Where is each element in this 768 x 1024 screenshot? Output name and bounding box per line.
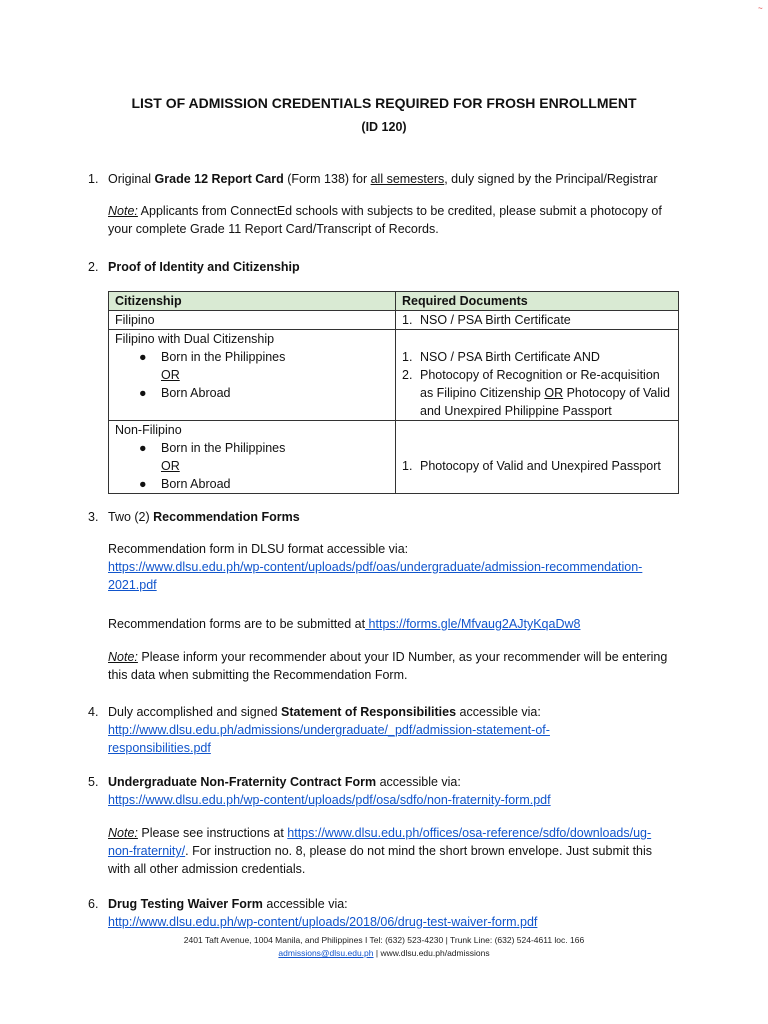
- documents-cell: 1. NSO / PSA Birth Certificate: [396, 311, 679, 330]
- citizenship-table: [108, 291, 679, 494]
- citizenship-cell: Filipino with Dual Citizenship ● Born in the Philippines OR ● Born Abroad: [109, 330, 396, 421]
- item-6-text: Drug Testing Waiver Form accessible via:: [108, 897, 348, 911]
- table-row: [109, 421, 679, 494]
- footer-website: | www.dlsu.edu.ph/admissions: [373, 948, 490, 958]
- item-3-note: Note: Please inform your recommender about your ID Number, as your recommender will be entering this data when submitting the Recommendation Form.: [108, 650, 668, 682]
- documents-cell: 1. NSO / PSA Birth Certificate AND 2. Photocopy of Recognition or Re-acquisition as Filipino Citizenship OR Photocopy of Valid and Unexpired Philippine Passport: [396, 330, 679, 421]
- item-3-line: Recommendation form in DLSU format accessible via:: [108, 542, 409, 556]
- footer-address: 2401 Taft Avenue, 1004 Manila, and Philippines I Tel: (632) 523-4230 | Trunk Line: (632) 524-4611 loc. 166: [183, 935, 585, 945]
- item-number: 1.: [88, 172, 99, 186]
- item-number: 3.: [88, 510, 99, 524]
- item-1-note: Note: Applicants from ConnectEd schools with subjects to be credited, please submit a photocopy of your complete Grade 11 Report Card/Transcript of Records.: [108, 204, 662, 236]
- footer-email-link[interactable]: admissions@dlsu.edu.ph: [278, 948, 374, 958]
- table-row: [109, 330, 679, 421]
- bullet-icon: ●: [139, 350, 147, 364]
- item-1-text: Original Grade 12 Report Card (Form 138) for all semesters, duly signed by the Principal/Registrar: [108, 172, 658, 186]
- submission-form-link[interactable]: https://forms.gle/Mfvaug2AJtyKqaDw8: [365, 617, 581, 631]
- recommendation-form-link[interactable]: https://www.dlsu.edu.ph/wp-content/uploads/pdf/oas/undergraduate/admission-recommendation- 2021.pdf: [108, 560, 643, 592]
- statement-of-responsibilities-link[interactable]: http://www.dlsu.edu.ph/admissions/undergraduate/_pdf/admission-statement-of- responsibilities.pdf: [108, 723, 550, 755]
- item-4-text: Duly accomplished and signed Statement of Responsibilities accessible via:: [108, 705, 541, 719]
- item-5-note: Note: Please see instructions at https://www.dlsu.edu.ph/offices/osa-reference/sdfo/downloads/ug- non-fraternity/. For instruction no. 8, please do not mind the short brown envelope. Just submit this with all other admission credentials.: [108, 826, 653, 876]
- item-5-text: Undergraduate Non-Fraternity Contract Form accessible via:: [108, 775, 461, 789]
- item-3-submit-line: Recommendation forms are to be submitted at https://forms.gle/Mfvaug2AJtyKqaDw8: [108, 617, 581, 631]
- page-subtitle: (ID 120): [361, 120, 407, 134]
- documents-cell: 1. Photocopy of Valid and Unexpired Passport: [396, 421, 679, 494]
- bullet-icon: ●: [139, 477, 147, 491]
- item-number: 6.: [88, 897, 99, 911]
- item-number: 2.: [88, 260, 99, 274]
- item-2-heading: Proof of Identity and Citizenship: [108, 260, 300, 274]
- bullet-icon: ●: [139, 441, 147, 455]
- instructions-link[interactable]: https://www.dlsu.edu.ph/offices/osa-reference/sdfo/downloads/ug-: [287, 826, 652, 840]
- non-fraternity-form-link[interactable]: https://www.dlsu.edu.ph/wp-content/uploads/pdf/osa/sdfo/non-fraternity-form.pdf: [108, 793, 551, 807]
- item-number: 5.: [88, 775, 99, 789]
- item-3-heading: Two (2) Recommendation Forms: [108, 510, 300, 524]
- corner-mark: ~: [758, 4, 763, 13]
- citizenship-cell: Filipino: [109, 311, 396, 330]
- instructions-link[interactable]: non-fraternity/: [108, 844, 186, 858]
- column-header-citizenship: Citizenship: [109, 292, 396, 311]
- bullet-icon: ●: [139, 386, 147, 400]
- page-footer: [0, 934, 768, 960]
- column-header-documents: Required Documents: [396, 292, 679, 311]
- table-row: [109, 311, 679, 330]
- item-number: 4.: [88, 705, 99, 719]
- citizenship-cell: Non-Filipino ● Born in the Philippines OR ● Born Abroad: [109, 421, 396, 494]
- table-header-row: [109, 292, 679, 311]
- drug-test-waiver-link[interactable]: http://www.dlsu.edu.ph/wp-content/uploads/2018/06/drug-test-waiver-form.pdf: [108, 915, 538, 929]
- page-title: LIST OF ADMISSION CREDENTIALS REQUIRED FOR FROSH ENROLLMENT: [131, 95, 637, 111]
